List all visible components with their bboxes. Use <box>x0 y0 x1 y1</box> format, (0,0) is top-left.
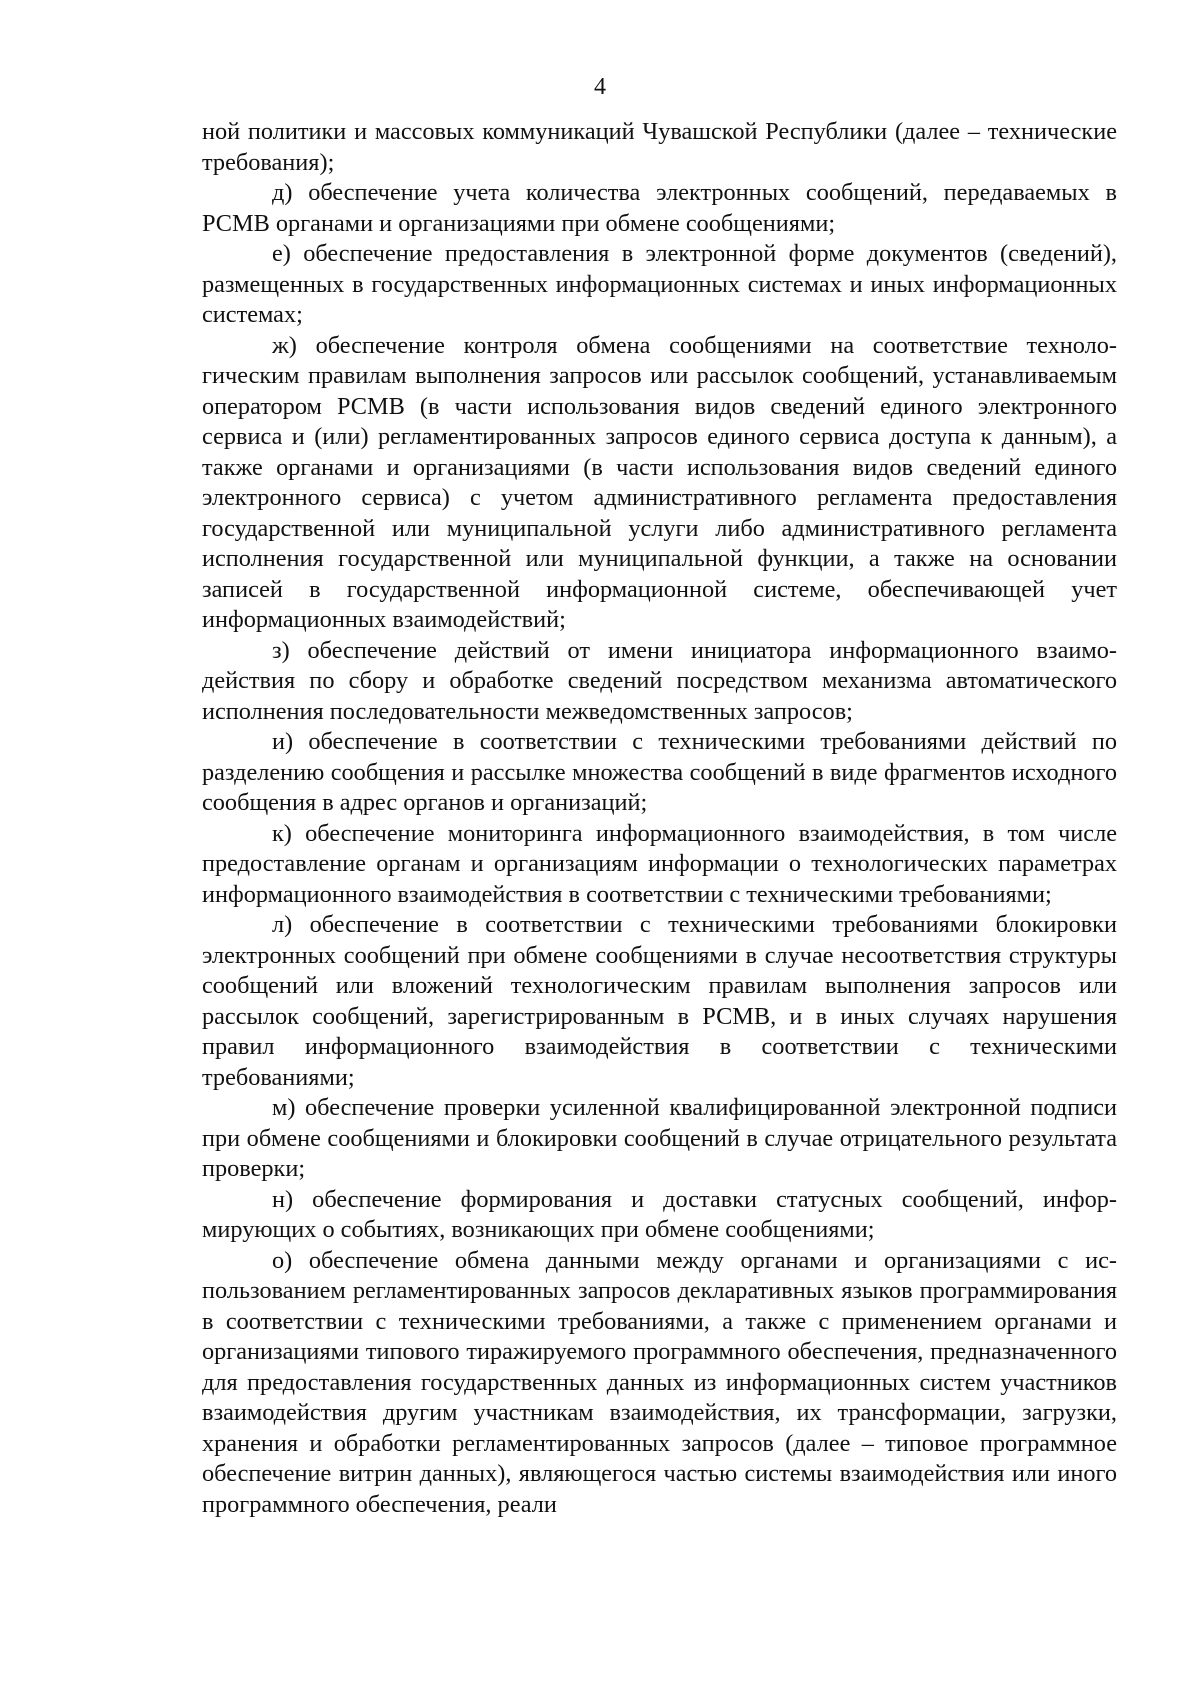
page-number: 4 <box>594 74 606 100</box>
paragraph-zh: ж) обеспечение контроля обмена сообщениями на соответствие технологическим правилам выполнения запросов или рассылок сообщений, устанавливаемым оператором РСМВ (в части использования видов сведений единого электронного сервиса и (или) регламентированных запросов единого сервиса доступа к данным), а также органами и организациями (в части использования видов сведений единого электронного сервиса) с учетом административного регламента предоставления государственной или муниципальной услуги либо административного регламента исполнения государственной или муниципальной функции, а также на основании записей в государственной информационной системе, обеспечивающей учет информационных взаимодействий; <box>202 331 1117 633</box>
paragraph-k: к) обеспечение мониторинга информационного взаимодействия, в том числе предоставление органам и организациям информации о технологических параметрах информационного взаимодействия в соответствии с техническими требованиями; <box>202 819 1117 908</box>
paragraph-e: е) обеспечение предоставления в электронной форме документов (сведений), размещенных в государственных информационных системах и иных информационных системах; <box>202 240 1117 328</box>
paragraph-n: н) обеспечение формирования и доставки статусных сообщений, информирующих о событиях, возникающих при обмене сообщениями; <box>202 1185 1117 1243</box>
paragraph-continuation: ной политики и массовых коммуникаций Чувашской Республики (далее – технические требования); <box>202 118 1117 176</box>
paragraph-z: з) обеспечение действий от имени инициатора информационного взаимодействия по сбору и обработке сведений посредством механизма автоматического исполнения последовательности межведомственных запросов; <box>202 636 1117 725</box>
paragraph-d: д) обеспечение учета количества электронных сообщений, передаваемых в РСМВ органами и организациями при обмене сообщениями; <box>202 179 1117 237</box>
paragraph-l: л) обеспечение в соответствии с техническими требованиями блокировки электронных сообщений при обмене сообщениями в случае несоответствия структуры сообщений или вложений технологическим правилам выполнения запросов или рассылок сообщений, зарегистрированным в РСМВ, и в иных случаях нарушения правил информационного взаимодействия в соответствии с техническими требованиями; <box>202 911 1117 1091</box>
document-body <box>202 117 1117 1520</box>
paragraph-o: о) обеспечение обмена данными между органами и организациями с использованием регламентированных запросов декларативных языков программирования в соответствии с техническими требованиями, а также с применением органами и организациями типового тиражируемого программного обеспечения, предназначенного для предоставления государственных данных из информационных систем участников взаимодействия другим участникам взаимодействия, их трансформации, загрузки, хранения и обработки регламентированных запросов (далее – типовое программное обеспечение витрин данных), являющегося частью системы взаимодействия или иного программного обеспечения, реали <box>202 1246 1117 1518</box>
paragraph-i: и) обеспечение в соответствии с техническими требованиями действий по разделению сообщения и рассылке множества сообщений в виде фрагментов исходного сообщения в адрес органов и организаций; <box>202 728 1117 816</box>
paragraph-m: м) обеспечение проверки усиленной квалифицированной электронной подписи при обмене сообщениями и блокировки сообщений в случае отрицательного результата проверки; <box>202 1094 1117 1182</box>
